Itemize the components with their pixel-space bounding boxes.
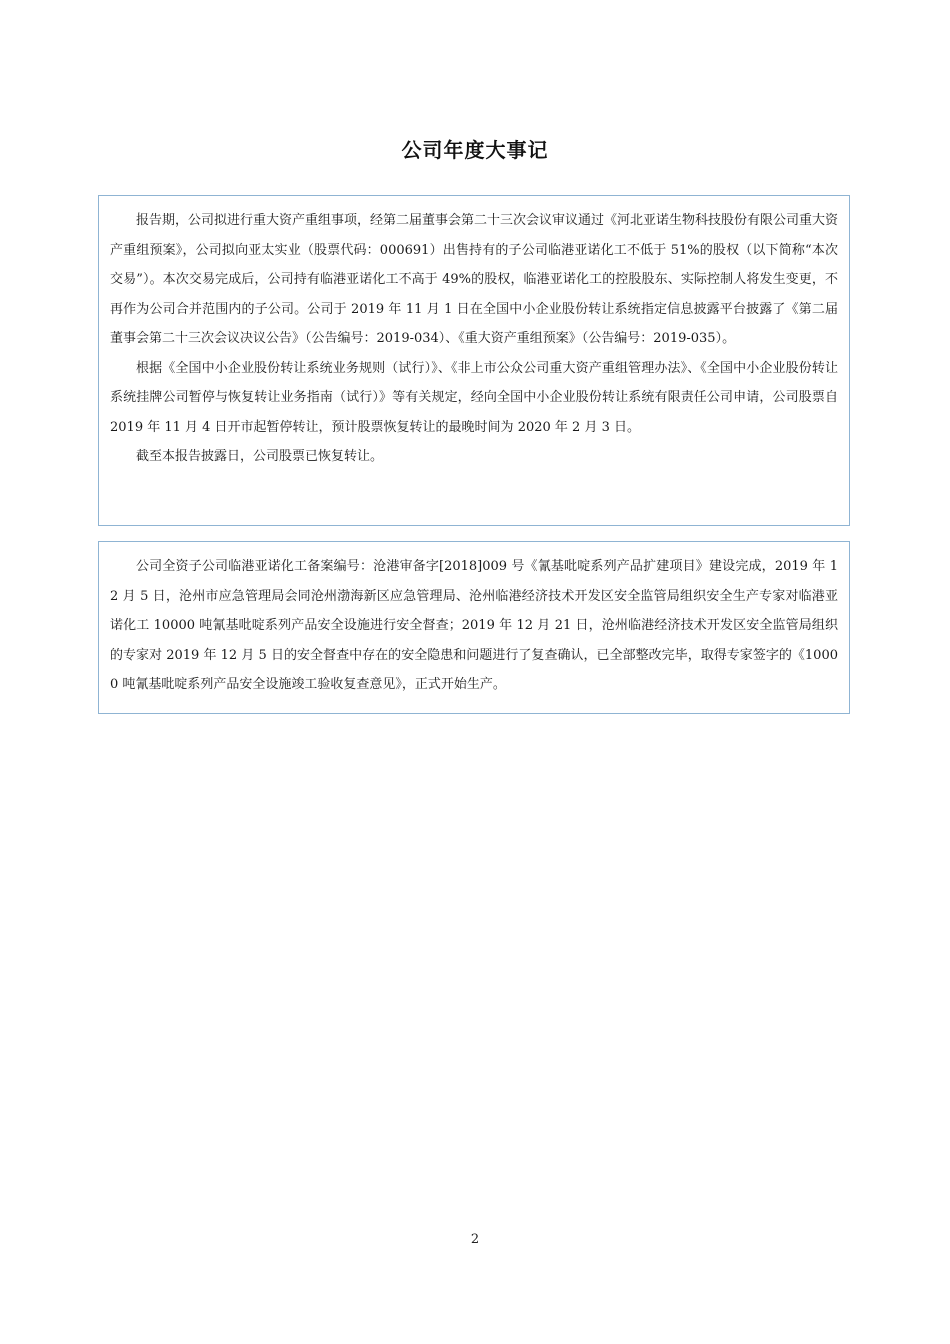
page-title: 公司年度大事记 <box>401 138 549 162</box>
event-box-share-suspension <box>98 195 850 526</box>
event-paragraph: 公司全资子公司临港亚诺化工备案编号：沧港审备字[2018]009 号《氰基吡啶系列产品扩建项目》建设完成，2019 年 12 月 5 日，沧州市应急管理局会同沧州渤海新区应急管理局、沧州临港经济技术开发区安全监管局组织安全生产专家对临港亚诺化工 10000 吨氰基吡啶系列产品安全设施进行安全督查；2019 年 12 月 21 日，沧州临港经济技术开发区安全监管局组织的专家对 2019 年 12 月 5 日的安全督查中存在的安全隐患和问题进行了复查确认，已全部整改完毕，取得专家签字的《10000 吨氰基吡啶系列产品安全设施竣工验收复查意见》，正式开始生产。 <box>110 559 838 692</box>
event-box-production-start <box>98 541 850 714</box>
page-number: 2 <box>470 1232 480 1247</box>
event-paragraph: 报告期，公司拟进行重大资产重组事项，经第二届董事会第二十三次会议审议通过《河北亚诺生物科技股份有限公司重大资产重组预案》，公司拟向亚太实业（股票代码：000691）出售持有的子公司临港亚诺化工不低于 51%的股权（以下简称“本次交易”）。本次交易完成后，公司持有临港亚诺化工不高于 49%的股权，临港亚诺化工的控股股东、实际控制人将发生变更，不再作为公司合并范围内的子公司。公司于 2019 年 11 月 1 日在全国中小企业股份转让系统指定信息披露平台披露了《第二届董事会第二十三次会议决议公告》（公告编号：2019-034）、《重大资产重组预案》（公告编号：2019-035）。 <box>110 213 839 346</box>
event-paragraph: 根据《全国中小企业股份转让系统业务规则（试行）》、《非上市公众公司重大资产重组管理办法》、《全国中小企业股份转让系统挂牌公司暂停与恢复转让业务指南（试行）》等有关规定，经向全国中小企业股份转让系统有限责任公司申请，公司股票自 2019 年 11 月 4 日开市起暂停转让，预计股票恢复转让的最晚时间为 2020 年 2 月 3 日。 <box>110 360 838 435</box>
event-paragraph: 截至本报告披露日，公司股票已恢复转让。 <box>136 449 384 464</box>
